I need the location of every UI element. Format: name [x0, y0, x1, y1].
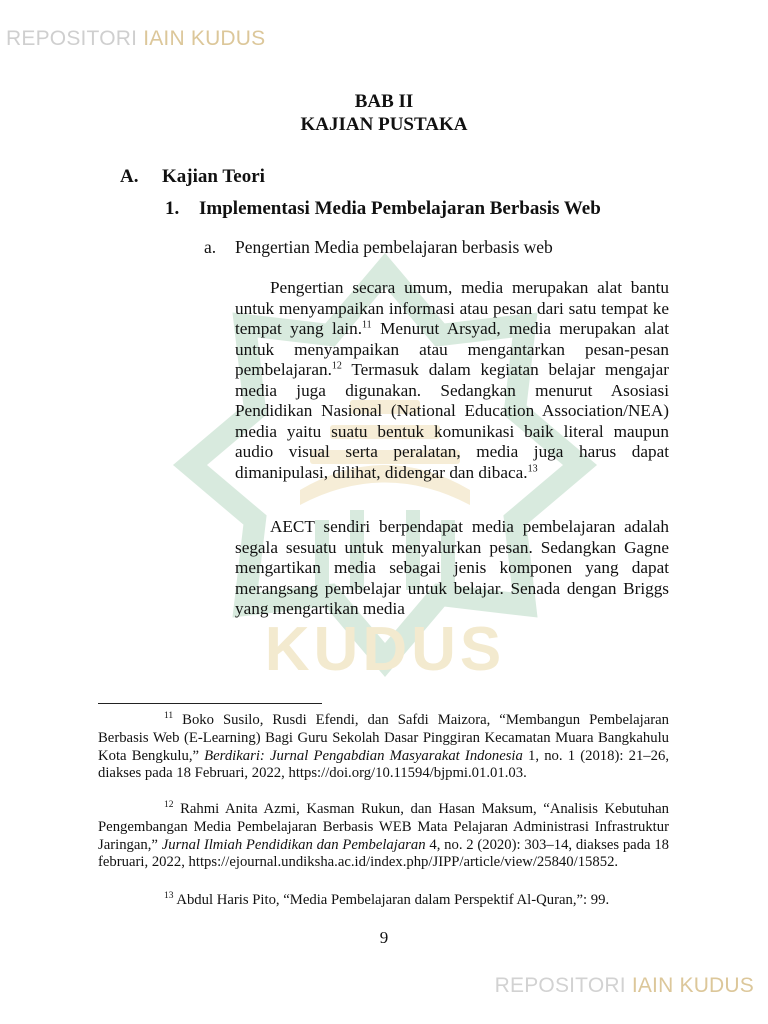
- chapter-number: BAB II: [354, 91, 414, 112]
- subsubsection-number: a.: [204, 237, 217, 257]
- footnote-number: 11: [164, 711, 174, 722]
- footnote-text: Boko Susilo, Rusdi Efendi, dan Safdi Maizora, “Membangun Pembelajaran Berbasis Web (E-Learning) Bagi Guru Sekolah Dasar Pinggiran Kecamatan Muara Bangkahulu Kota Bengkulu,”: [98, 712, 669, 764]
- subsection-heading: [165, 198, 601, 220]
- chapter-title: KAJIAN PUSTAKA: [300, 114, 468, 135]
- page-number: 9: [379, 928, 389, 947]
- footnote-tail: 4, no. 2 (2020): 303–14, diakses pada 18 februari, 2022, https://ejournal.undiksha.ac.id/index.php/JIPP/article/view/25840/15852.: [98, 836, 670, 871]
- section-title: Kajian Teori: [162, 166, 265, 187]
- subsubsection-title: Pengertian Media pembelajaran berbasis web: [235, 237, 553, 257]
- footnote-tail: 1, no. 1 (2018): 21–26, diakses pada 18 Februari, 2022, https://doi.org/10.11594/bjpmi.01.01.03.: [98, 747, 669, 782]
- paragraph-1-text-a: Pengertian secara umum, media merupakan alat bantu untuk menyampaikan informasi atau pesan dari satu tempat ke tempat yang lain.: [235, 278, 669, 338]
- footnote-number: 13: [164, 891, 174, 902]
- footnote-ref-12[interactable]: 12: [331, 360, 342, 372]
- footnote-divider: [98, 703, 322, 704]
- watermark-top-institution: IAIN KUDUS: [143, 27, 266, 50]
- footnote-11: [98, 712, 669, 783]
- footnote-ref-11[interactable]: 11: [362, 319, 372, 331]
- section-number: A.: [120, 166, 139, 187]
- footnote-13: [98, 892, 669, 910]
- paragraph-2-text: AECT sendiri berpendapat media pembelajaran adalah segala sesuatu untuk menyalurkan pesan. Sedangkan Gagne mengartikan media sebagai jenis komponen yang dapat merangsang pembelajar untuk belajar. Senada dengan Briggs yang mengartikan media: [235, 517, 669, 618]
- watermark-bottom-text: REPOSITORI: [494, 974, 632, 997]
- footnote-journal: Jurnal Ilmiah Pendidikan dan Pembelajaran: [161, 836, 426, 853]
- paragraph-2: [235, 517, 669, 620]
- footnote-number: 12: [164, 800, 174, 811]
- watermark-bottom-institution: IAIN KUDUS: [631, 974, 754, 997]
- footnote-12: [98, 801, 669, 872]
- paragraph-1-text-c: Termasuk dalam kegiatan belajar mengajar media juga digunakan. Sedangkan menurut Asosiasi Pendidikan Nasional (National Education Association/NEA) media yaitu suatu bentuk komunikasi baik literal maupun audio visual serta peralatan, media juga harus dapat dimanipulasi, dilihat, didengar dan dibaca.: [235, 360, 669, 482]
- watermark-top-text: REPOSITORI: [6, 27, 144, 50]
- section-heading: [120, 166, 265, 188]
- subsubsection-heading: [204, 237, 553, 258]
- watermark-bottom: [495, 974, 754, 998]
- footnote-ref-13[interactable]: 13: [527, 462, 538, 474]
- footnote-text: Rahmi Anita Azmi, Kasman Rukun, dan Hasan Maksum, “Analisis Kebutuhan Pengembangan Media Pembelajaran Berbasis WEB Mata Pelajaran Administrasi Infrastruktur Jaringan,”: [98, 801, 669, 853]
- logo-text: KUDUS: [264, 615, 506, 684]
- subsection-number: 1.: [165, 198, 180, 219]
- watermark-top: [6, 27, 265, 51]
- footnote-journal: Berdikari: Jurnal Pengabdian Masyarakat Indonesia: [204, 747, 523, 764]
- paragraph-1: [235, 278, 669, 483]
- subsection-title: Implementasi Media Pembelajaran Berbasis Web: [199, 198, 601, 219]
- footnote-text: Abdul Haris Pito, “Media Pembelajaran dalam Perspektif Al-Quran,”: 99.: [173, 892, 610, 908]
- paragraph-1-text-b: Menurut Arsyad, media merupakan alat untuk menyampaikan atau mengantarkan pesan-pesan pembelajaran.: [235, 319, 669, 379]
